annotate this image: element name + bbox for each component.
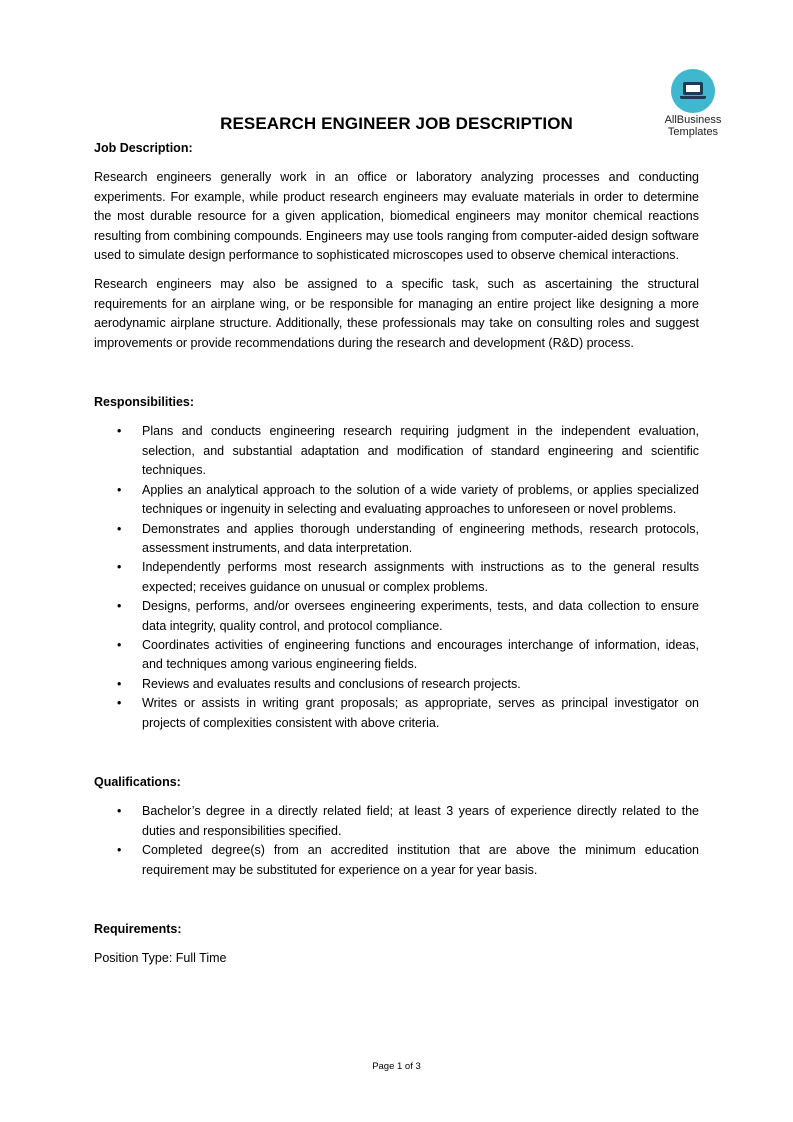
- responsibilities-list: [94, 422, 699, 733]
- logo-line-2: Templates: [667, 126, 719, 138]
- list-item-text: Designs, performs, and/or oversees engineering experiments, tests, and data collection to ensure data integrity, quality control, and protocol compliance.: [142, 599, 699, 633]
- list-item: [94, 558, 699, 597]
- job-description-heading: Job Description:: [94, 141, 193, 155]
- bullet-icon: •: [117, 599, 122, 614]
- list-item: [94, 481, 699, 520]
- bullet-icon: •: [117, 676, 122, 691]
- list-item: [94, 520, 699, 559]
- bullet-icon: •: [117, 843, 122, 858]
- responsibilities-heading: Responsibilities:: [94, 395, 195, 410]
- list-item: [94, 597, 699, 636]
- list-item-text: Plans and conducts engineering research requiring judgment in the independent evaluation, selection, and substantial adaptation and modification of standard engineering and scientific techniques.: [142, 424, 699, 478]
- bullet-icon: •: [117, 424, 122, 439]
- list-item-text: Coordinates activities of engineering functions and encourages interchange of information, ideas, and techniques among various engineering fields.: [142, 637, 699, 672]
- list-item: [94, 841, 699, 880]
- list-item-text: Writes or assists in writing grant proposals; as appropriate, serves as principal investigator on projects of complexities consistent with above criteria.: [142, 696, 699, 730]
- bullet-icon: •: [117, 482, 122, 497]
- list-item-text: Applies an analytical approach to the solution of a wide variety of problems, or applies specialized techniques or ingenuity in selecting and evaluating approaches to unforeseen or novel problems.: [142, 482, 699, 517]
- list-item-text: Demonstrates and applies thorough understanding of engineering methods, research protocols, assessment instruments, and data interpretation.: [142, 521, 699, 555]
- list-item: [94, 802, 699, 841]
- qualifications-heading: Qualifications:: [94, 774, 181, 789]
- list-item: [94, 675, 699, 694]
- list-item: [94, 694, 699, 733]
- page-number: Page 1 of 3: [372, 1061, 421, 1072]
- bullet-icon: •: [117, 696, 122, 711]
- bullet-icon: •: [117, 637, 122, 652]
- laptop-icon: [671, 69, 715, 113]
- logo-line-1: AllBusiness: [664, 114, 722, 126]
- bullet-icon: •: [117, 521, 122, 536]
- list-item-text: Reviews and evaluates results and conclusions of research projects.: [142, 676, 521, 691]
- list-item: [94, 422, 699, 480]
- bullet-icon: •: [117, 560, 122, 575]
- list-item: [94, 636, 699, 675]
- list-item-text: Independently performs most research assignments with instructions as to the general results expected; receives guidance on unusual or complex problems.: [142, 560, 699, 594]
- job-description-paragraph-2: Research engineers may also be assigned to a specific task, such as ascertaining the structural requirements for an airplane wing, or be responsible for managing an entire project like designing a more aerodynamic airplane structure. Additionally, these professionals may take on consulting roles and suggest improvements or provide recommendations during the research and development (R&D) process.: [94, 277, 699, 350]
- qualifications-list: [94, 802, 699, 880]
- requirements-heading: Requirements:: [94, 922, 182, 936]
- list-item-text: Bachelor’s degree in a directly related field; at least 3 years of experience directly related to the duties and responsibilities specified.: [142, 804, 699, 838]
- document-body: [94, 139, 699, 969]
- position-type: Position Type: Full Time: [94, 951, 227, 966]
- document-title: RESEARCH ENGINEER JOB DESCRIPTION: [220, 114, 573, 133]
- bullet-icon: •: [117, 804, 122, 819]
- list-item-text: Completed degree(s) from an accredited institution that are above the minimum education requirement may be substituted for experience on a year for year basis.: [142, 843, 699, 877]
- job-description-paragraph-1: Research engineers generally work in an office or laboratory analyzing processes and conducting experiments. For example, while product research engineers may evaluate materials in order to determine the most durable resource for a given application, biomedical engineers may monitor chemical reactions resulting from combining compounds. Engineers may use tools ranging from computer-aided design software used to simulate design performance to sophisticated microscopes used to observe chemical interactions.: [94, 170, 699, 263]
